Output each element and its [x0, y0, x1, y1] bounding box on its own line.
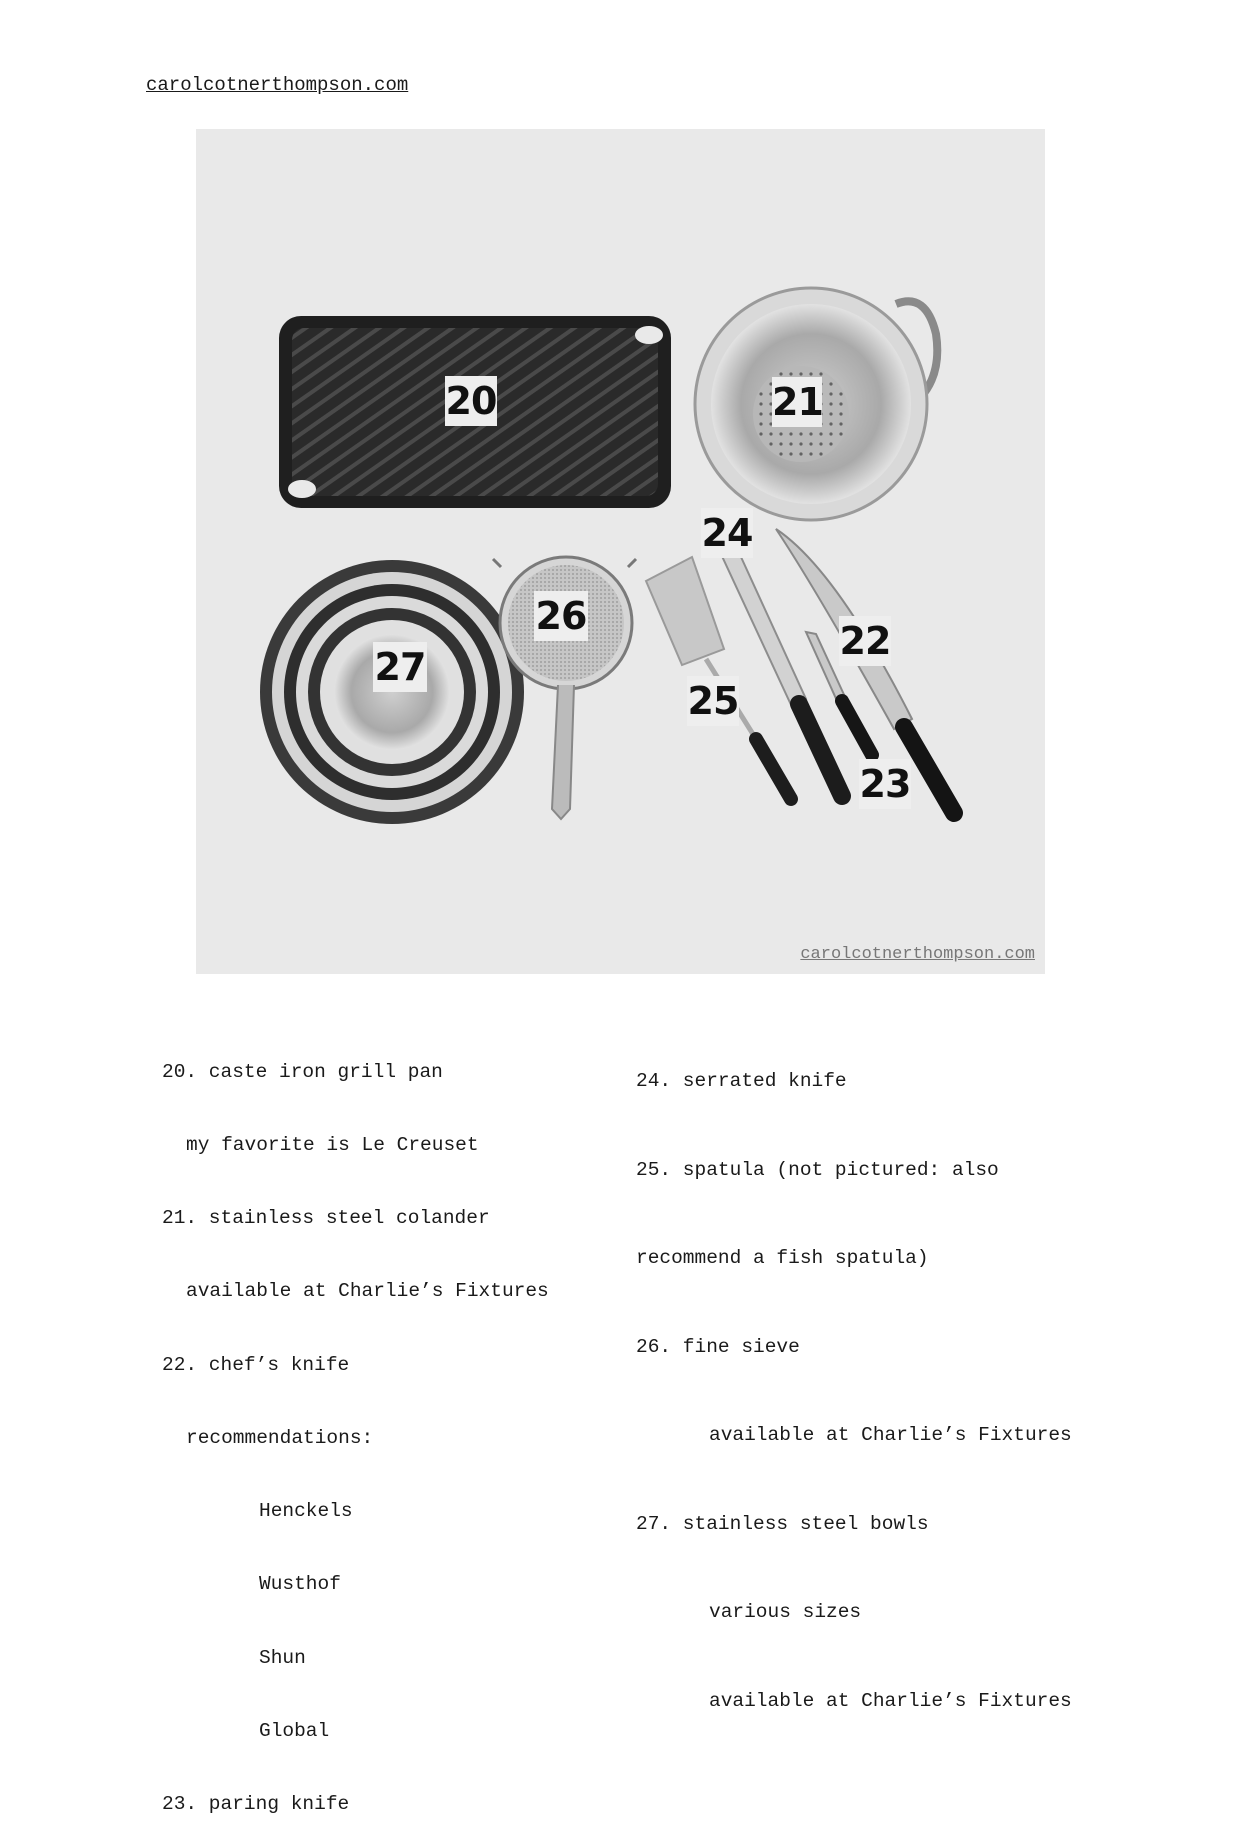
list-item: 24. serrated knife — [636, 1070, 847, 1092]
label-22: 22 — [839, 616, 891, 666]
label-25: 25 — [687, 676, 739, 726]
tool-list-left — [162, 1011, 549, 1841]
list-item-note: available at Charlie’s Fixtures — [709, 1424, 1072, 1446]
brand-item: Shun — [259, 1646, 306, 1669]
list-item-note: available at Charlie’s Fixtures — [186, 1280, 549, 1303]
label-27: 27 — [373, 642, 427, 692]
list-item: 20. caste iron grill pan — [162, 1060, 443, 1083]
label-21: 21 — [772, 377, 822, 427]
list-item: 27. stainless steel bowls — [636, 1512, 929, 1535]
list-item-note: my favorite is Le Creuset — [186, 1134, 479, 1157]
list-item: 21. stainless steel colander — [162, 1207, 490, 1230]
label-20: 20 — [445, 376, 497, 426]
list-item: 26. fine sieve — [636, 1335, 800, 1358]
list-item: 25. spatula (not pictured: also — [636, 1158, 999, 1181]
brand-item: Henckels — [259, 1500, 353, 1523]
nested-bowls — [260, 560, 524, 824]
watermark-link[interactable]: carolcotnerthompson.com — [800, 945, 1035, 964]
brand-item: Global — [259, 1719, 330, 1742]
label-24: 24 — [701, 508, 753, 558]
label-26: 26 — [534, 591, 588, 641]
site-link[interactable]: carolcotnerthompson.com — [146, 74, 409, 96]
tool-list-right — [636, 1008, 1072, 1746]
list-item-note: available at Charlie’s Fixtures — [709, 1689, 1072, 1712]
list-item: 22. chef’s knife — [162, 1353, 350, 1376]
brand-item: Wusthof — [259, 1573, 341, 1596]
photo-illustration — [196, 129, 1045, 974]
list-item: 23. paring knife — [162, 1793, 350, 1815]
label-23: 23 — [859, 759, 911, 809]
list-item-note: recommendations: — [186, 1426, 374, 1449]
list-item-note: various sizes — [709, 1601, 862, 1623]
list-item-continued: recommend a fish spatula) — [636, 1247, 929, 1269]
kitchen-tools-photo — [196, 129, 1045, 974]
